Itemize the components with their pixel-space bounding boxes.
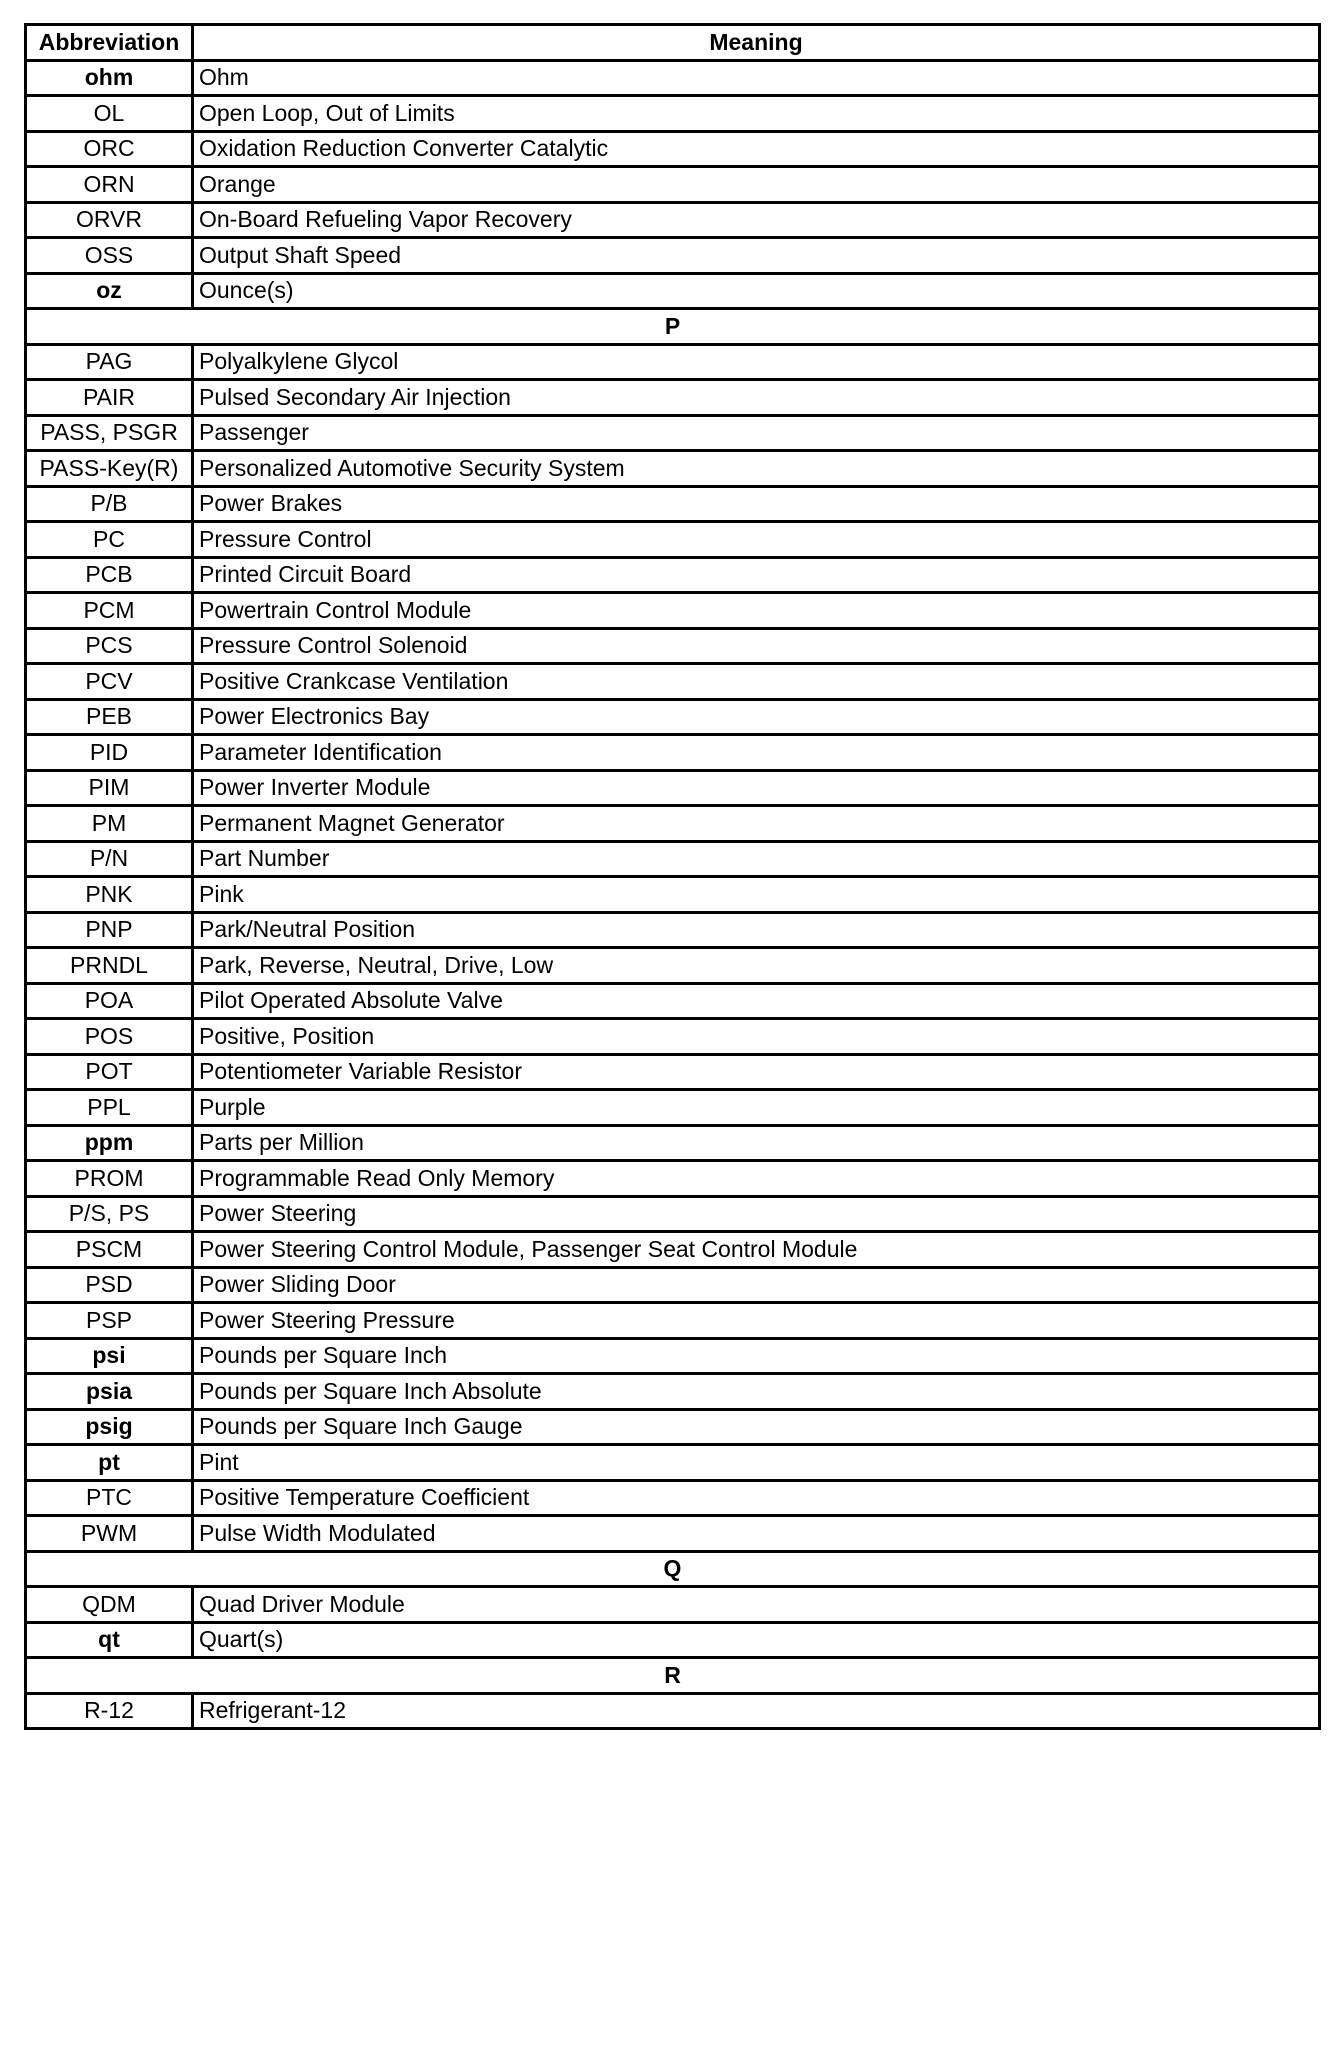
abbreviation-cell: PASS, PSGR bbox=[26, 415, 193, 451]
table-row bbox=[26, 238, 1320, 274]
table-row bbox=[26, 131, 1320, 167]
meaning-cell: Power Brakes bbox=[193, 486, 1320, 522]
meaning-cell: Pilot Operated Absolute Valve bbox=[193, 983, 1320, 1019]
meaning-cell: Ounce(s) bbox=[193, 273, 1320, 309]
meaning-cell: Passenger bbox=[193, 415, 1320, 451]
abbreviation-cell: psig bbox=[26, 1409, 193, 1445]
table-row bbox=[26, 1587, 1320, 1623]
meaning-cell: Pressure Control Solenoid bbox=[193, 628, 1320, 664]
abbreviation-cell: PRNDL bbox=[26, 948, 193, 984]
abbreviation-cell: OL bbox=[26, 96, 193, 132]
meaning-cell: Positive, Position bbox=[193, 1019, 1320, 1055]
abbreviation-cell: PNP bbox=[26, 912, 193, 948]
meaning-cell: Permanent Magnet Generator bbox=[193, 806, 1320, 842]
abbreviation-cell: PCM bbox=[26, 593, 193, 629]
meaning-cell: Quart(s) bbox=[193, 1622, 1320, 1658]
abbreviation-cell: QDM bbox=[26, 1587, 193, 1623]
meaning-cell: Orange bbox=[193, 167, 1320, 203]
column-header-abbreviation: Abbreviation bbox=[26, 25, 193, 61]
abbreviation-cell: ORVR bbox=[26, 202, 193, 238]
abbreviation-cell: P/S, PS bbox=[26, 1196, 193, 1232]
abbreviation-cell: PSD bbox=[26, 1267, 193, 1303]
table-row bbox=[26, 912, 1320, 948]
section-letter: R bbox=[26, 1658, 1320, 1694]
meaning-cell: Programmable Read Only Memory bbox=[193, 1161, 1320, 1197]
abbreviation-cell: PC bbox=[26, 522, 193, 558]
abbreviation-cell: PTC bbox=[26, 1480, 193, 1516]
table-row bbox=[26, 202, 1320, 238]
table-row bbox=[26, 1196, 1320, 1232]
abbreviation-cell: ppm bbox=[26, 1125, 193, 1161]
meaning-cell: Power Steering Pressure bbox=[193, 1303, 1320, 1339]
section-row bbox=[26, 1551, 1320, 1587]
table-row bbox=[26, 770, 1320, 806]
table-row bbox=[26, 1125, 1320, 1161]
table-row bbox=[26, 380, 1320, 416]
table-row bbox=[26, 1161, 1320, 1197]
abbreviation-cell: oz bbox=[26, 273, 193, 309]
table-row bbox=[26, 1480, 1320, 1516]
abbreviation-cell: PPL bbox=[26, 1090, 193, 1126]
abbreviation-cell: POS bbox=[26, 1019, 193, 1055]
table-row bbox=[26, 273, 1320, 309]
abbreviation-cell: ORC bbox=[26, 131, 193, 167]
meaning-cell: Part Number bbox=[193, 841, 1320, 877]
table-row bbox=[26, 1267, 1320, 1303]
meaning-cell: Oxidation Reduction Converter Catalytic bbox=[193, 131, 1320, 167]
abbreviation-cell: qt bbox=[26, 1622, 193, 1658]
table-row bbox=[26, 60, 1320, 96]
abbreviation-cell: PAG bbox=[26, 344, 193, 380]
abbreviation-cell: psia bbox=[26, 1374, 193, 1410]
meaning-cell: Park, Reverse, Neutral, Drive, Low bbox=[193, 948, 1320, 984]
abbreviation-cell: PCV bbox=[26, 664, 193, 700]
meaning-cell: Personalized Automotive Security System bbox=[193, 451, 1320, 487]
abbreviation-cell: PIM bbox=[26, 770, 193, 806]
meaning-cell: Power Steering Control Module, Passenger Seat Control Module bbox=[193, 1232, 1320, 1268]
table-row bbox=[26, 1516, 1320, 1552]
abbreviation-cell: pt bbox=[26, 1445, 193, 1481]
section-letter: Q bbox=[26, 1551, 1320, 1587]
abbreviation-cell: PEB bbox=[26, 699, 193, 735]
abbreviation-cell: PCS bbox=[26, 628, 193, 664]
meaning-cell: Open Loop, Out of Limits bbox=[193, 96, 1320, 132]
meaning-cell: Pounds per Square Inch Absolute bbox=[193, 1374, 1320, 1410]
section-row bbox=[26, 309, 1320, 345]
table-row bbox=[26, 806, 1320, 842]
table-row bbox=[26, 1019, 1320, 1055]
section-row bbox=[26, 1658, 1320, 1694]
abbreviation-sheet bbox=[24, 23, 1318, 1730]
table-row bbox=[26, 735, 1320, 771]
meaning-cell: Power Electronics Bay bbox=[193, 699, 1320, 735]
meaning-cell: Power Inverter Module bbox=[193, 770, 1320, 806]
abbreviation-cell: POT bbox=[26, 1054, 193, 1090]
meaning-cell: Quad Driver Module bbox=[193, 1587, 1320, 1623]
meaning-cell: On-Board Refueling Vapor Recovery bbox=[193, 202, 1320, 238]
table-row bbox=[26, 1445, 1320, 1481]
table-row bbox=[26, 557, 1320, 593]
meaning-cell: Pounds per Square Inch bbox=[193, 1338, 1320, 1374]
abbreviation-cell: PID bbox=[26, 735, 193, 771]
abbreviation-cell: PSP bbox=[26, 1303, 193, 1339]
table-row bbox=[26, 699, 1320, 735]
table-row bbox=[26, 415, 1320, 451]
abbreviation-table bbox=[24, 23, 1321, 1730]
table-row bbox=[26, 1232, 1320, 1268]
table-row bbox=[26, 1338, 1320, 1374]
meaning-cell: Pressure Control bbox=[193, 522, 1320, 558]
table-row bbox=[26, 841, 1320, 877]
table-row bbox=[26, 1054, 1320, 1090]
abbreviation-cell: POA bbox=[26, 983, 193, 1019]
table-header-row bbox=[26, 25, 1320, 61]
meaning-cell: Pink bbox=[193, 877, 1320, 913]
meaning-cell: Purple bbox=[193, 1090, 1320, 1126]
abbreviation-cell: P/N bbox=[26, 841, 193, 877]
abbreviation-cell: P/B bbox=[26, 486, 193, 522]
abbreviation-cell: PSCM bbox=[26, 1232, 193, 1268]
table-row bbox=[26, 628, 1320, 664]
table-row bbox=[26, 593, 1320, 629]
meaning-cell: Power Sliding Door bbox=[193, 1267, 1320, 1303]
meaning-cell: Parts per Million bbox=[193, 1125, 1320, 1161]
meaning-cell: Powertrain Control Module bbox=[193, 593, 1320, 629]
table-row bbox=[26, 1374, 1320, 1410]
table-row bbox=[26, 344, 1320, 380]
abbreviation-cell: ORN bbox=[26, 167, 193, 203]
abbreviation-cell: psi bbox=[26, 1338, 193, 1374]
column-header-meaning: Meaning bbox=[193, 25, 1320, 61]
meaning-cell: Pulse Width Modulated bbox=[193, 1516, 1320, 1552]
meaning-cell: Pounds per Square Inch Gauge bbox=[193, 1409, 1320, 1445]
table-row bbox=[26, 451, 1320, 487]
abbreviation-cell: OSS bbox=[26, 238, 193, 274]
table-row bbox=[26, 1090, 1320, 1126]
table-row bbox=[26, 1693, 1320, 1729]
abbreviation-cell: R-12 bbox=[26, 1693, 193, 1729]
abbreviation-cell: PWM bbox=[26, 1516, 193, 1552]
table-row bbox=[26, 877, 1320, 913]
abbreviation-cell: PASS-Key(R) bbox=[26, 451, 193, 487]
meaning-cell: Potentiometer Variable Resistor bbox=[193, 1054, 1320, 1090]
meaning-cell: Positive Crankcase Ventilation bbox=[193, 664, 1320, 700]
table-row bbox=[26, 1303, 1320, 1339]
abbreviation-cell: PAIR bbox=[26, 380, 193, 416]
abbreviation-cell: PNK bbox=[26, 877, 193, 913]
table-row bbox=[26, 664, 1320, 700]
meaning-cell: Printed Circuit Board bbox=[193, 557, 1320, 593]
section-letter: P bbox=[26, 309, 1320, 345]
meaning-cell: Pulsed Secondary Air Injection bbox=[193, 380, 1320, 416]
table-row bbox=[26, 983, 1320, 1019]
abbreviation-cell: PM bbox=[26, 806, 193, 842]
meaning-cell: Polyalkylene Glycol bbox=[193, 344, 1320, 380]
abbreviation-cell: PCB bbox=[26, 557, 193, 593]
table-body bbox=[26, 60, 1320, 1729]
abbreviation-cell: ohm bbox=[26, 60, 193, 96]
meaning-cell: Power Steering bbox=[193, 1196, 1320, 1232]
table-row bbox=[26, 167, 1320, 203]
meaning-cell: Output Shaft Speed bbox=[193, 238, 1320, 274]
table-row bbox=[26, 1409, 1320, 1445]
meaning-cell: Pint bbox=[193, 1445, 1320, 1481]
table-row bbox=[26, 522, 1320, 558]
meaning-cell: Positive Temperature Coefficient bbox=[193, 1480, 1320, 1516]
table-row bbox=[26, 1622, 1320, 1658]
meaning-cell: Ohm bbox=[193, 60, 1320, 96]
table-row bbox=[26, 486, 1320, 522]
meaning-cell: Parameter Identification bbox=[193, 735, 1320, 771]
table-row bbox=[26, 948, 1320, 984]
abbreviation-cell: PROM bbox=[26, 1161, 193, 1197]
meaning-cell: Park/Neutral Position bbox=[193, 912, 1320, 948]
table-row bbox=[26, 96, 1320, 132]
meaning-cell: Refrigerant-12 bbox=[193, 1693, 1320, 1729]
